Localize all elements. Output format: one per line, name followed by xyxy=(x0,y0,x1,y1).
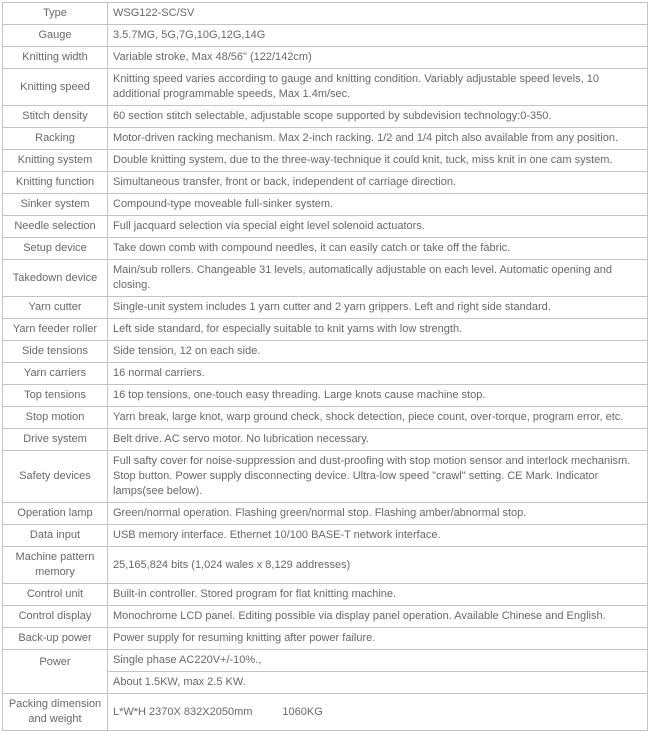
spec-label: Stop motion xyxy=(3,407,108,429)
spec-label: Side tensions xyxy=(3,341,108,363)
spec-label: Yarn feeder roller xyxy=(3,319,108,341)
spec-label: Machine pattern memory xyxy=(3,547,108,584)
spec-value: Built-in controller. Stored program for flat knitting machine. xyxy=(108,584,648,606)
spec-value: 25,165,824 bits (1,024 wales x 8,129 addresses) xyxy=(108,547,648,584)
spec-value: Belt drive. AC servo motor. No lubrication necessary. xyxy=(108,429,648,451)
spec-label: Gauge xyxy=(3,25,108,47)
spec-value: Take down comb with compound needles, it can easily catch or take off the fabric. xyxy=(108,238,648,260)
spec-label: Knitting system xyxy=(3,150,108,172)
spec-label: Sinker system xyxy=(3,194,108,216)
spec-value: Variable stroke, Max 48/56" (122/142cm) xyxy=(108,47,648,69)
spec-label: Power xyxy=(3,650,108,694)
spec-value: About 1.5KW, max 2.5 KW. xyxy=(108,672,648,694)
spec-value: Full jacquard selection via special eight level solenoid actuators. xyxy=(108,216,648,238)
table-row-control-display xyxy=(3,606,648,628)
table-row-racking xyxy=(3,128,648,150)
table-row-yarn-cutter xyxy=(3,297,648,319)
table-row-control-unit xyxy=(3,584,648,606)
table-row-data-input xyxy=(3,525,648,547)
spec-value: Left side standard, for especially suitable to knit yarns with low strength. xyxy=(108,319,648,341)
table-row-packing-dimension-weight xyxy=(3,694,648,731)
table-row-yarn-feeder-roller xyxy=(3,319,648,341)
table-row-power-line1 xyxy=(3,650,648,672)
spec-label: Racking xyxy=(3,128,108,150)
table-row-takedown-device xyxy=(3,260,648,297)
spec-label: Control display xyxy=(3,606,108,628)
spec-label: Knitting function xyxy=(3,172,108,194)
spec-value: 16 top tensions, one-touch easy threading. Large knots cause machine stop. xyxy=(108,385,648,407)
spec-value: 3.5.7MG, 5G,7G,10G,12G,14G xyxy=(108,25,648,47)
packing-weight-value: 1060KG xyxy=(282,705,323,718)
spec-value: Motor-driven racking mechanism. Max 2-inch racking. 1/2 and 1/4 pitch also available from any position. xyxy=(108,128,648,150)
packing-dimension-value: L*W*H 2370X 832X2050mm xyxy=(113,705,253,718)
spec-table xyxy=(2,2,648,731)
spec-label: Yarn carriers xyxy=(3,363,108,385)
table-row-drive-system xyxy=(3,429,648,451)
spec-label: Data input xyxy=(3,525,108,547)
spec-value: Knitting speed varies according to gauge and knitting condition. Variably adjustable speed levels, 10 additional programmable speeds, Max 1.4m/sec. xyxy=(108,69,648,106)
spec-value: Side tension, 12 on each side. xyxy=(108,341,648,363)
spec-value: Yarn break, large knot, warp ground check, shock detection, piece count, over-torque, program error, etc. xyxy=(108,407,648,429)
spec-value: Monochrome LCD panel. Editing possible via display panel operation. Available Chinese and English. xyxy=(108,606,648,628)
table-row-knitting-speed xyxy=(3,69,648,106)
spec-value: 16 normal carriers. xyxy=(108,363,648,385)
spec-label: Back-up power xyxy=(3,628,108,650)
spec-label: Safety devices xyxy=(3,451,108,503)
spec-label: Control unit xyxy=(3,584,108,606)
spec-label: Packing dimension and weight xyxy=(3,694,108,731)
spec-value: Simultaneous transfer, front or back, independent of carriage direction. xyxy=(108,172,648,194)
spec-label: Knitting width xyxy=(3,47,108,69)
table-row-stop-motion xyxy=(3,407,648,429)
spec-value: 60 section stitch selectable, adjustable scope supported by subdevision technology:0-350. xyxy=(108,106,648,128)
spec-label: Setup device xyxy=(3,238,108,260)
table-row-setup-device xyxy=(3,238,648,260)
spec-value: Green/normal operation. Flashing green/normal stop. Flashing amber/abnormal stop. xyxy=(108,503,648,525)
spec-label: Knitting speed xyxy=(3,69,108,106)
table-row-sinker-system xyxy=(3,194,648,216)
spec-value: Single phase AC220V+/-10%., xyxy=(108,650,648,672)
spec-value: USB memory interface. Ethernet 10/100 BASE-T network interface. xyxy=(108,525,648,547)
table-row-top-tensions xyxy=(3,385,648,407)
spec-value: Main/sub rollers. Changeable 31 levels, automatically adjustable on each level. Automatic opening and closing. xyxy=(108,260,648,297)
table-row-knitting-width xyxy=(3,47,648,69)
table-row-stitch-density xyxy=(3,106,648,128)
spec-label: Takedown device xyxy=(3,260,108,297)
spec-label: Type xyxy=(3,3,108,25)
spec-label: Operation lamp xyxy=(3,503,108,525)
table-row-knitting-function xyxy=(3,172,648,194)
table-row-needle-selection xyxy=(3,216,648,238)
spec-label: Top tensions xyxy=(3,385,108,407)
table-row-type xyxy=(3,3,648,25)
spec-label: Drive system xyxy=(3,429,108,451)
spec-value: Single-unit system includes 1 yarn cutter and 2 yarn grippers. Left and right side standard. xyxy=(108,297,648,319)
spec-value: Double knitting system, due to the three-way-technique it could knit, tuck, miss knit in one cam system. xyxy=(108,150,648,172)
table-row-side-tensions xyxy=(3,341,648,363)
table-row-backup-power xyxy=(3,628,648,650)
spec-value: Power supply for resuming knitting after power failure. xyxy=(108,628,648,650)
spec-label: Stitch density xyxy=(3,106,108,128)
spec-value: Compound-type moveable full-sinker system. xyxy=(108,194,648,216)
table-row-knitting-system xyxy=(3,150,648,172)
table-row-yarn-carriers xyxy=(3,363,648,385)
spec-value: WSG122-SC/SV xyxy=(108,3,648,25)
spec-label: Yarn cutter xyxy=(3,297,108,319)
table-row-gauge xyxy=(3,25,648,47)
spec-label: Needle selection xyxy=(3,216,108,238)
table-row-operation-lamp xyxy=(3,503,648,525)
spec-value: Full safty cover for noise-suppression and dust-proofing with stop motion sensor and interlock mechanism. Stop button. Power supply disconnecting device. Ultra-low speed "crawl" setting. CE Mark. Indicator lamps(see below). xyxy=(108,451,648,503)
spec-value xyxy=(108,694,648,731)
table-row-machine-pattern-memory xyxy=(3,547,648,584)
table-row-safety-devices xyxy=(3,451,648,503)
